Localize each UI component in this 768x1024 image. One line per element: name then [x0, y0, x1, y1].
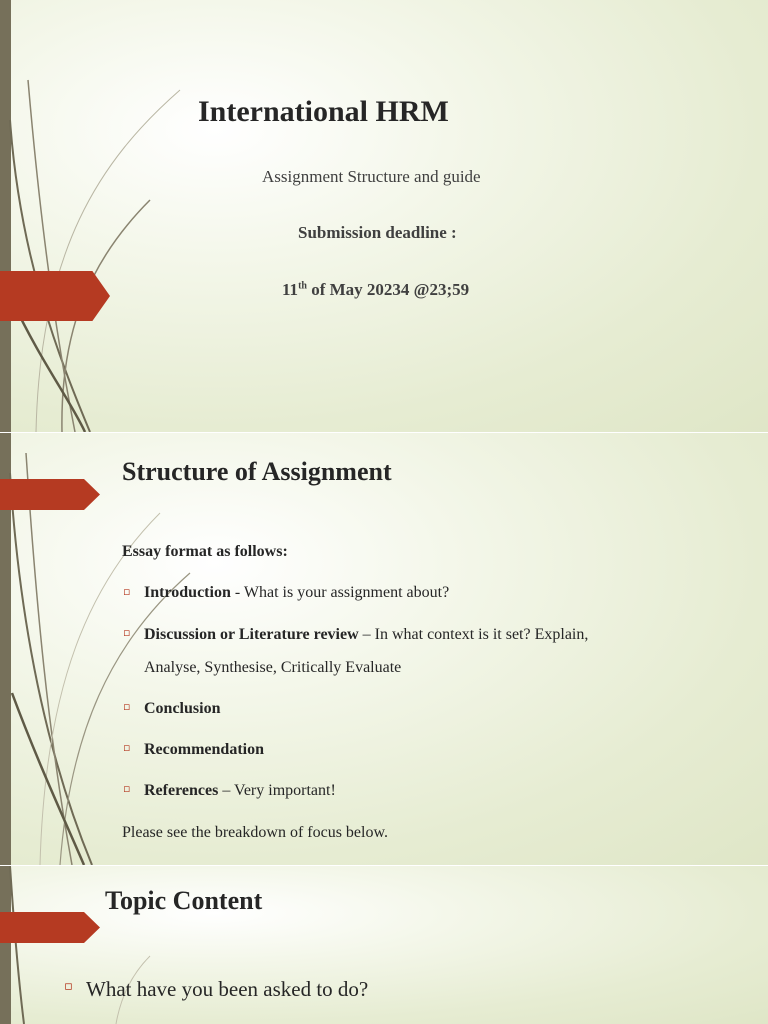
slide-title: Structure of Assignment: [122, 457, 392, 486]
item-text: – In what context is it set? Explain,: [358, 626, 589, 643]
swirl-decoration: [0, 0, 200, 432]
accent-arrow: [0, 479, 100, 510]
bullet-icon: ▫: [123, 741, 131, 754]
item-heading: Conclusion: [144, 700, 221, 717]
deadline-rest: of May 20234 @23;59: [306, 280, 470, 299]
item-heading: Discussion or Literature review: [144, 626, 359, 643]
title-slide: [0, 0, 768, 432]
topic-content-slide: [0, 866, 768, 1024]
bullet-icon: ▫: [123, 782, 131, 795]
list-item-discussion-continued: Analyse, Synthesise, Critically Evaluate: [144, 659, 402, 676]
list-item-recommendation: [144, 741, 264, 759]
slide-subtitle: Assignment Structure and guide: [262, 167, 481, 186]
deadline-day: 11: [282, 280, 299, 299]
list-item-introduction: [144, 584, 449, 602]
structure-slide: [0, 433, 768, 865]
item-heading: References: [144, 782, 219, 799]
slide-title: International HRM: [198, 95, 449, 128]
deadline-label: Submission deadline :: [298, 223, 457, 242]
bullet-icon: ▫: [123, 626, 131, 639]
bullet-icon: ▫: [123, 585, 131, 598]
item-text: - What is your assignment about?: [230, 584, 450, 601]
essay-format-intro: Essay format as follows:: [122, 543, 288, 560]
list-item-discussion: [144, 626, 588, 644]
deadline-ordinal: th: [298, 280, 307, 292]
list-item-conclusion: [144, 700, 220, 718]
list-item-question: What have you been asked to do?: [86, 977, 369, 1001]
slide-title: Topic Content: [105, 886, 263, 915]
accent-arrow: [0, 912, 100, 943]
bullet-icon: ▫: [123, 700, 131, 713]
bullet-icon: ▫: [64, 979, 73, 994]
deadline-date: [282, 280, 469, 300]
item-heading: Recommendation: [144, 741, 264, 758]
item-heading: Introduction: [144, 584, 231, 601]
accent-arrow: [0, 271, 110, 321]
list-item-references: [144, 782, 336, 800]
item-text: – Very important!: [218, 782, 336, 799]
breakdown-note: Please see the breakdown of focus below.: [122, 824, 388, 841]
